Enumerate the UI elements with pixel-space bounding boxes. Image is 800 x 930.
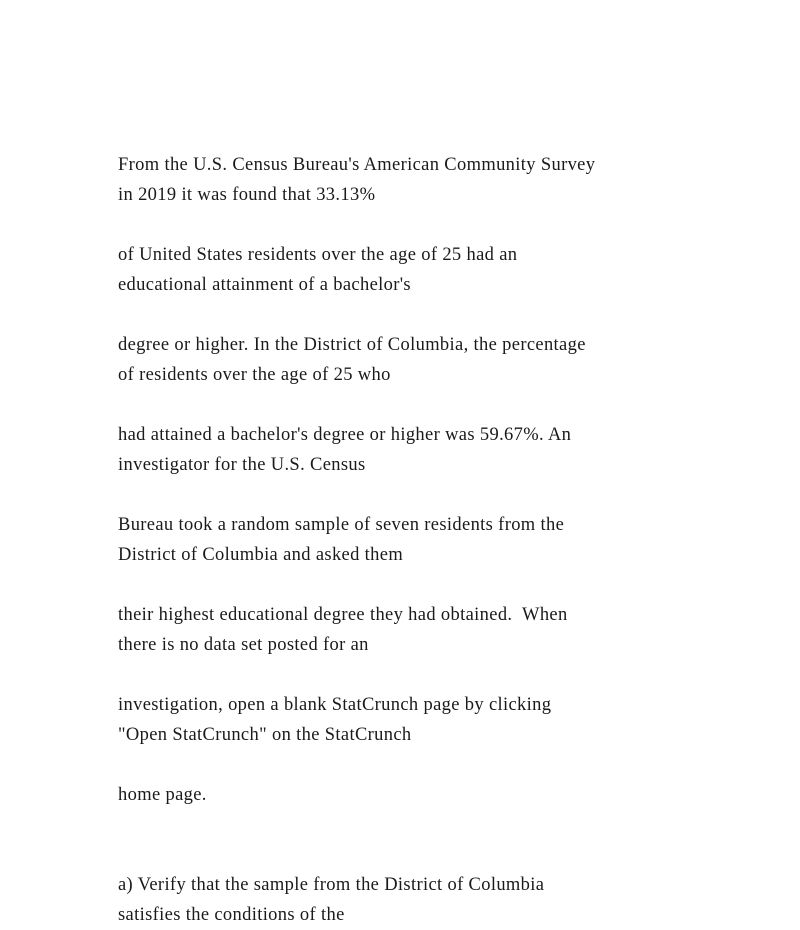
question-a <box>118 870 718 930</box>
paragraph-2 <box>118 240 718 300</box>
paragraph-5 <box>118 510 718 570</box>
text-line: in 2019 it was found that 33.13% <box>118 185 376 205</box>
text-line: a) Verify that the sample from the District of Columbia <box>118 875 545 895</box>
text-line: From the U.S. Census Bureau's American Community Survey <box>118 155 596 175</box>
text-line: of United States residents over the age of 25 had an <box>118 245 518 265</box>
text-line: satisfies the conditions of the <box>118 905 345 925</box>
paragraph-1 <box>118 150 718 210</box>
text-line: Bureau took a random sample of seven residents from the <box>118 515 565 535</box>
text-line: there is no data set posted for an <box>118 635 369 655</box>
paragraph-7 <box>118 690 718 750</box>
text-line: investigation, open a blank StatCrunch page by clicking <box>118 695 552 715</box>
paragraph-6 <box>118 600 718 660</box>
text-line: of residents over the age of 25 who <box>118 365 391 385</box>
text-line: their highest educational degree they had obtained. When <box>118 605 568 625</box>
paragraph-8 <box>118 780 718 810</box>
paragraph-4 <box>118 420 718 480</box>
document-body <box>118 150 718 930</box>
text-line: "Open StatCrunch" on the StatCrunch <box>118 725 412 745</box>
text-line: educational attainment of a bachelor's <box>118 275 411 295</box>
text-line: degree or higher. In the District of Columbia, the percentage <box>118 335 586 355</box>
text-line: investigator for the U.S. Census <box>118 455 366 475</box>
text-line: home page. <box>118 785 207 805</box>
text-line: had attained a bachelor's degree or higher was 59.67%. An <box>118 425 572 445</box>
text-line: District of Columbia and asked them <box>118 545 404 565</box>
paragraph-3 <box>118 330 718 390</box>
